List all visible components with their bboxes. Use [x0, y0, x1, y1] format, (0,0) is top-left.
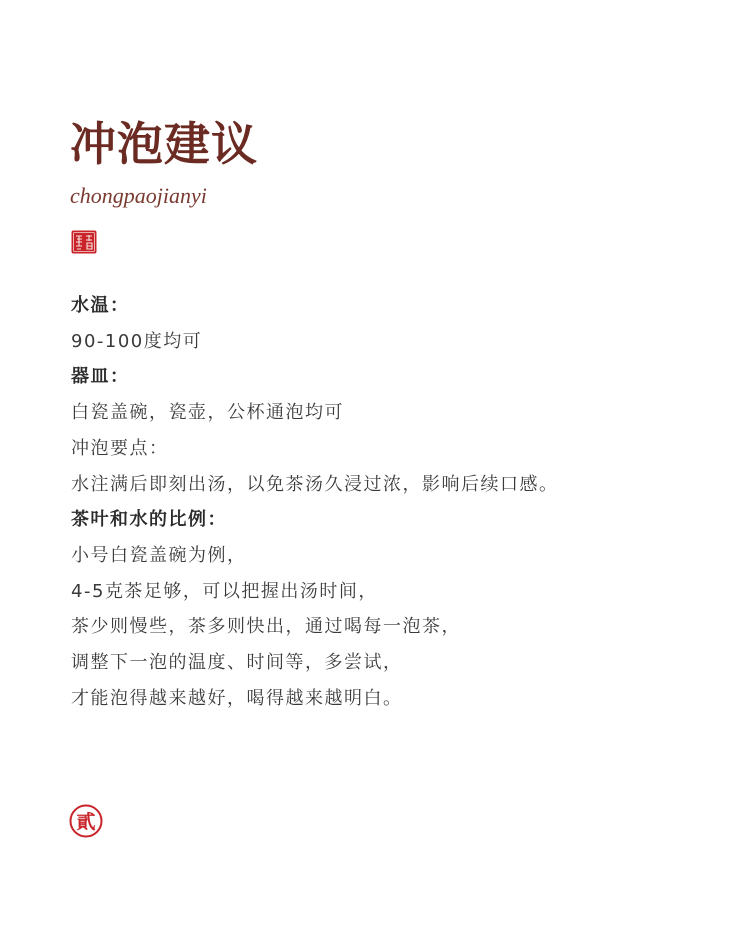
brewing-tips-value: 水注满后即刻出汤，以免茶汤久浸过浓，影响后续口感。 — [71, 473, 559, 495]
round-seal-glyph: 貳 — [76, 811, 96, 833]
ratio-text-line: 才能泡得越来越好，喝得越来越明白。 — [71, 687, 403, 709]
water-temperature-heading: 水温： — [71, 295, 130, 316]
page-subtitle-pinyin: chongpaojianyi — [70, 183, 207, 208]
ratio-text-line: 小号白瓷盖碗为例， — [71, 544, 247, 566]
water-temperature-value: 90-100度均可 — [71, 330, 203, 352]
ratio-text-line: 4-5克茶足够，可以把握出汤时间， — [71, 580, 378, 602]
ratio-text-line: 茶少则慢些，茶多则快出，通过喝每一泡茶， — [71, 616, 461, 638]
vessel-value: 白瓷盖碗，瓷壶，公杯通泡均可 — [71, 402, 344, 424]
brewing-instructions — [71, 288, 711, 716]
page-title: 冲泡建议 — [70, 117, 258, 171]
tea-water-ratio-heading: 茶叶和水的比例： — [71, 509, 227, 531]
brewing-tips-heading: 冲泡要点： — [71, 437, 169, 459]
round-seal-stamp-icon — [69, 804, 103, 838]
square-seal-stamp-icon — [71, 230, 97, 254]
vessel-heading: 器皿： — [71, 366, 130, 388]
ratio-text-line: 调整下一泡的温度、时间等，多尝试， — [71, 652, 403, 674]
